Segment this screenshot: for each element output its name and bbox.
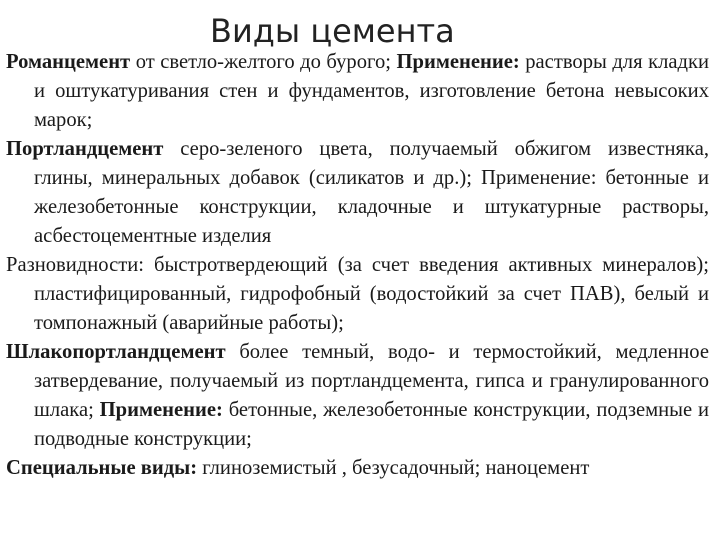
- term-special-types: Специальные виды:: [6, 457, 198, 479]
- term-slag-portlandcement: Шлакопортландцемент: [6, 341, 226, 363]
- special-types-text: глиноземистый , безусадочный; наноцемент: [197, 457, 590, 479]
- term-varieties: Разновидности:: [6, 254, 144, 276]
- slide-title: Виды цемента: [210, 12, 455, 50]
- paragraph-slag-portlandcement: [6, 338, 709, 454]
- romancement-usage-text: растворы для кладки и оштукатуривания стен и фундаментов, изготовление бетона невысоких марок;: [34, 51, 709, 131]
- slag-portlandcement-text: более темный, водо- и термостойкий, медленное затвердевание, получаемый из портландцемента, гипса и гранулированного шлака;: [34, 341, 709, 421]
- slag-portlandcement-usage-text: бетонные, железобетонные конструкции, подземные и подводные конструкции;: [34, 399, 709, 450]
- paragraph-romancement: [6, 48, 709, 135]
- term-portlandcement: Портландцемент: [6, 138, 164, 160]
- paragraph-special-types: [6, 454, 709, 483]
- romancement-text: от светло-желтого до бурого;: [130, 51, 397, 73]
- paragraph-varieties: [6, 251, 709, 338]
- portlandcement-text: серо-зеленого цвета, получаемый обжигом известняка, глины, минеральных добавок (силикатов и др.); Применение: бетонные и железобетонные конструкции, кладочные и штукатурные растворы, асбестоцементные изделия: [34, 138, 709, 247]
- romancement-usage-label: Применение:: [396, 51, 520, 73]
- varieties-text: быстротвердеющий (за счет введения активных минералов); пластифицированный, гидрофобный (водостойкий за счет ПАВ), белый и томпонажный (аварийные работы);: [34, 254, 709, 334]
- paragraph-portlandcement: [6, 135, 709, 251]
- term-romancement: Романцемент: [6, 51, 131, 73]
- slag-portlandcement-usage-label: Применение:: [99, 399, 223, 421]
- slide-body: [6, 48, 709, 483]
